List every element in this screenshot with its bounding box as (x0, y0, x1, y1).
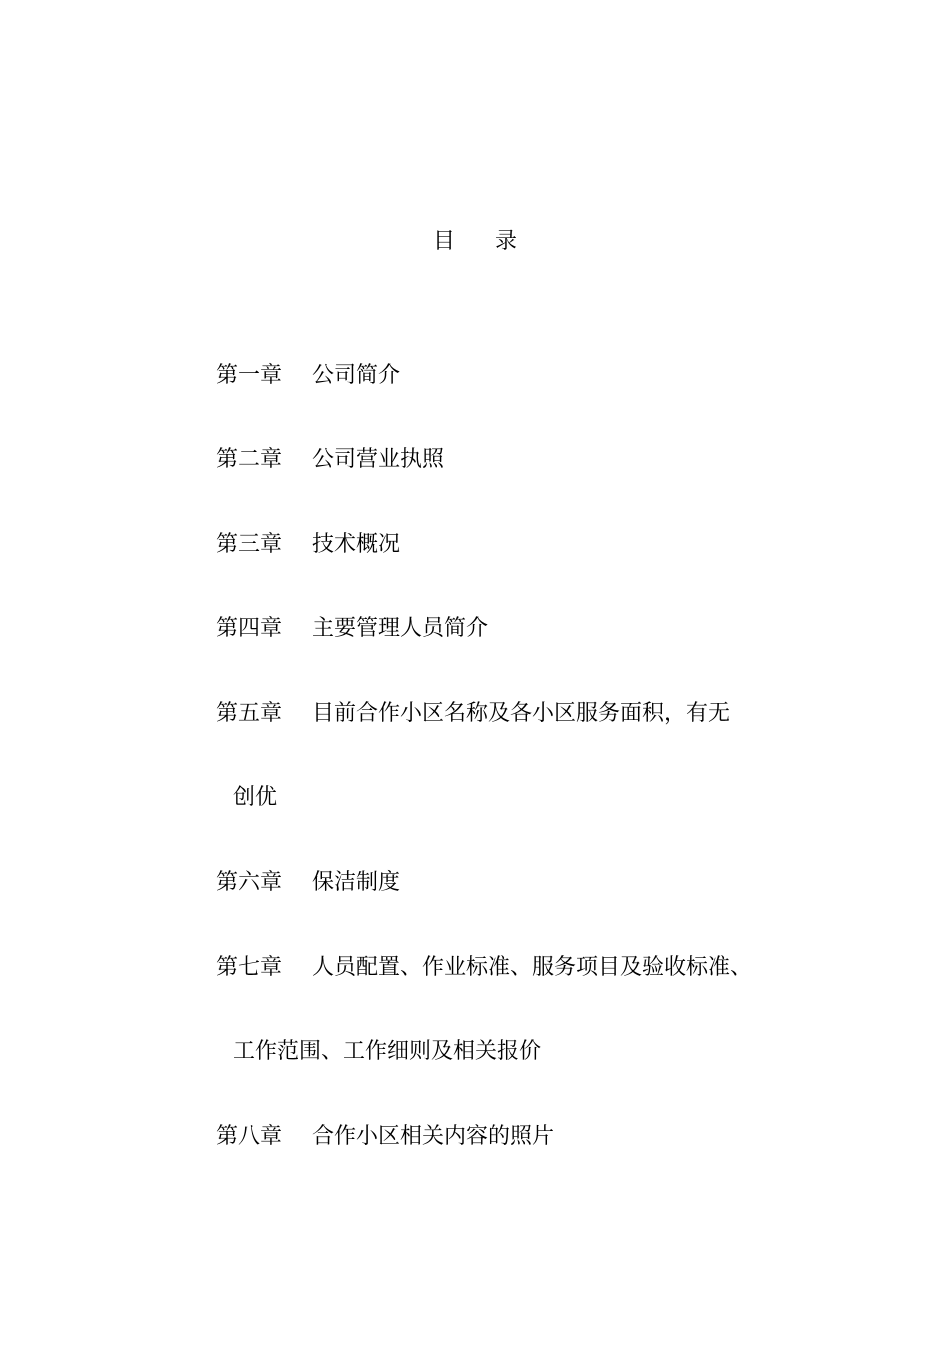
toc-chapter-title: 技术概况 (312, 532, 401, 557)
toc-chapter-number: 第四章 (216, 616, 283, 641)
toc-chapter-title: 主要管理人员简介 (312, 616, 489, 641)
toc-chapter-title: 合作小区相关内容的照片 (312, 1124, 555, 1149)
toc-chapter-number: 第二章 (216, 447, 283, 472)
toc-chapter-title-continuation: 工作范围、工作细则及相关报价 (233, 1039, 542, 1064)
toc-chapter-title: 公司简介 (312, 363, 401, 388)
toc-chapter-number: 第六章 (216, 870, 283, 895)
toc-chapter-title: 人员配置、作业标准、服务项目及验收标准、 (312, 955, 753, 980)
toc-chapter-title: 保洁制度 (312, 870, 401, 895)
toc-title-part-1: 目 (432, 229, 455, 254)
toc-chapter-title: 公司营业执照 (312, 447, 445, 472)
toc-chapter-number: 第五章 (216, 701, 283, 726)
toc-title-part-2: 录 (495, 229, 518, 254)
toc-chapter-number: 第八章 (216, 1124, 283, 1149)
toc-title (0, 226, 950, 258)
toc-chapter-title-continuation: 创优 (233, 785, 278, 810)
toc-chapter-number: 第一章 (216, 363, 283, 388)
toc-chapter-number: 第三章 (216, 532, 283, 557)
toc-chapter-number: 第七章 (216, 955, 283, 980)
toc-chapter-title: 目前合作小区名称及各小区服务面积，有无 (312, 701, 731, 726)
